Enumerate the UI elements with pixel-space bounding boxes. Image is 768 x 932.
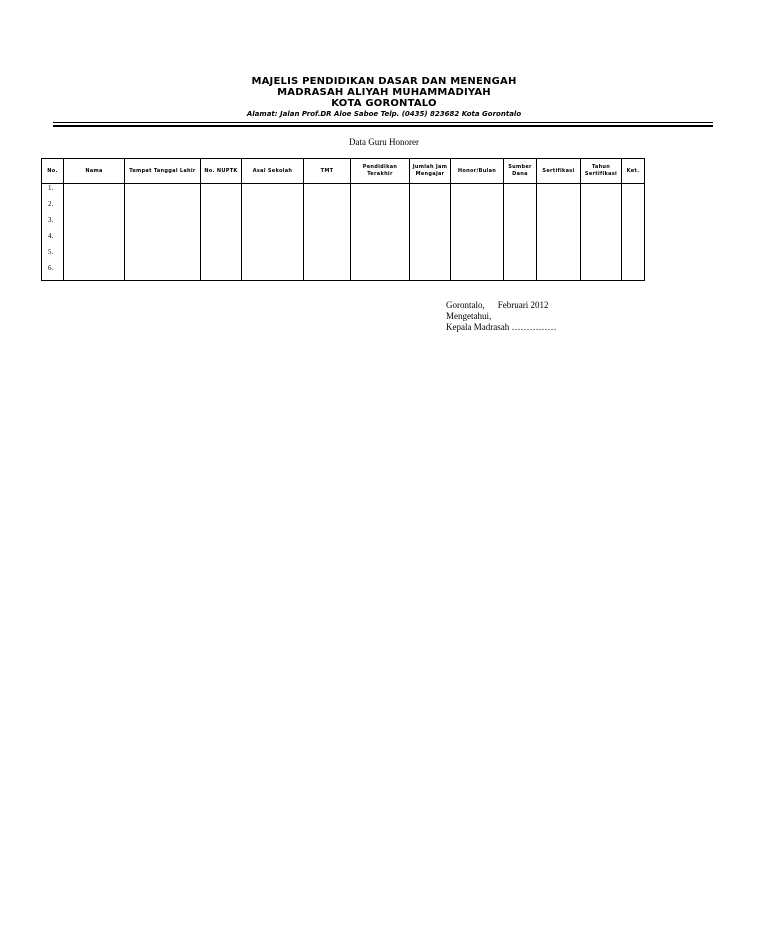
col-header-ttl: Tempat Tanggal Lahir (125, 159, 201, 184)
col-header-honor: Honor/Bulan (451, 159, 504, 184)
signature-block (446, 300, 556, 333)
school-address: Alamat: Jalan Prof.DR Aloe Saboe Telp. (0435) 823682 Kota Gorontalo (246, 110, 522, 118)
signature-acknowledged: Mengetahui, (446, 311, 492, 321)
col-header-tmt: TMT (304, 159, 351, 184)
school-name: MADRASAH ALIYAH MUHAMMADIYAH (277, 87, 491, 98)
col-header-tahun-sertifikasi: Tahun Sertifikasi (581, 159, 622, 184)
col-header-ket: Ket. (622, 159, 645, 184)
signature-principal: Kepala Madrasah …………… (446, 322, 557, 332)
table-row (42, 232, 645, 248)
row-number: 4. (42, 232, 64, 248)
header-divider-thin (53, 122, 713, 123)
col-header-sertifikasi: Sertifikasi (537, 159, 581, 184)
row-number: 2. (42, 200, 64, 216)
row-number: 5. (42, 248, 64, 264)
col-header-sumber-dana: Sumber Dana (504, 159, 537, 184)
row-number: 6. (42, 264, 64, 281)
teacher-data-table (41, 158, 645, 281)
document-title: Data Guru Honorer (349, 137, 419, 147)
organization-name: MAJELIS PENDIDIKAN DASAR DAN MENENGAH (251, 76, 517, 87)
col-header-pendidikan: Pendidikan Terakhir (351, 159, 410, 184)
table-row (42, 264, 645, 281)
table-row (42, 216, 645, 232)
signature-date: Februari 2012 (497, 300, 549, 310)
signature-place-date (446, 300, 556, 311)
table-row (42, 248, 645, 264)
col-header-no: No. (42, 159, 64, 184)
col-header-nuptk: No. NUPTK (201, 159, 242, 184)
col-header-nama: Nama (64, 159, 125, 184)
header-divider-thick (53, 125, 713, 127)
city-name: KOTA GORONTALO (331, 98, 437, 109)
row-number: 1. (42, 184, 64, 201)
col-header-asal-sekolah: Asal Sekolah (242, 159, 304, 184)
signature-place: Gorontalo, (446, 300, 485, 310)
table-row (42, 184, 645, 201)
letterhead (0, 76, 768, 119)
row-number: 3. (42, 216, 64, 232)
table-header-row (42, 159, 645, 184)
col-header-jam-mengajar: Jumlah Jam Mengajar (410, 159, 451, 184)
table-row (42, 200, 645, 216)
